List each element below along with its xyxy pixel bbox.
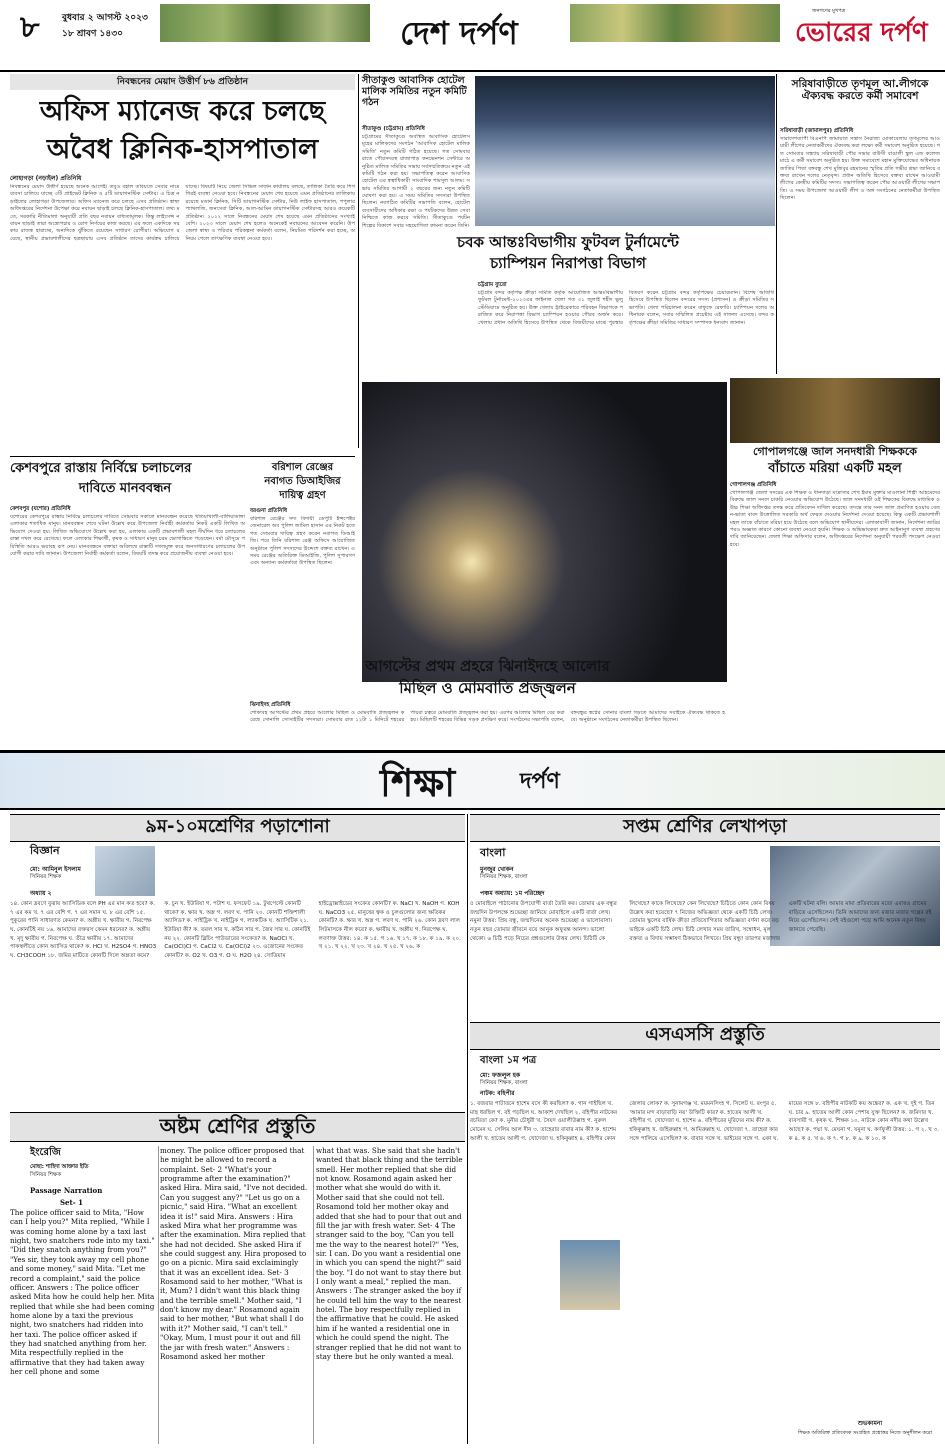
date-line-1: বুধবার ২ আগস্ট ২০২৩ [62, 13, 148, 23]
gopalganj-headline-1: গোপালগঞ্জে জাল সনদধারী শিক্ষককে [752, 445, 917, 458]
landscape-photo-strip [160, 4, 370, 42]
class7-teacher: মুনজুর খোকন [480, 866, 514, 873]
jhenaidah-headline-1: আগস্টের প্রথম প্রহরে ঝিনাইদহে আলোর [365, 657, 610, 675]
clinic-body: নিবন্ধনের মেয়াদ উত্তীর্ণ হয়েছে অনেক আগেই। তবুও বহাল তবিয়তে সেবার নামে ব্যবসা চালিয়ে যাচ্ছে ৩টি প্রাইভেট ক্লিনিক ও ৫টি ডায়াগনস্টিক সেন্টার। এ চিত্র নড়াইলের লোহাগড়া উপজেলার। অফিস ম্যানেজ করে চলছে এসব প্রতিষ্ঠান। স্বাস্থ্য অধিদপ্তরের নির্দেশনা উপেক্ষা করে নবায়ন ছাড়াই চলছে ক্লিনিক-হাসপাতাল। তথ্য মতে, সরকারি নীতিমালা অনুযায়ী প্রতি বছর নবায়ন বাধ্যতামূলক। কিন্তু লাইসেন্স নবায়ন ছাড়াই তারা অস্ত্রোপচার ও রোগ নির্ণয়ের কাজ করছে। এর ফলে একদিকে সরকার রাজস্ব হারাচ্ছে, অন্যদিকে ঝুঁকিতে রয়েছেন সাধারণ রোগীরা। অভিযোগ রয়েছে, স্থানীয় প্রভাবশালীদের ছত্রছায়ায় এসব প্রতিষ্ঠান তাদের কার্যক্রম চালিয়ে যাচ্ছে। বিষয়টি নিয়ে জেলা সিভিল সার্জন কার্যালয় বলছে, তালিকা তৈরি করে শিগগিরই ব্যবস্থা নেওয়া হবে। নিবন্ধনের মেয়াদ শেষ হয়েছে এমন প্রতিষ্ঠানের তালিকায় রয়েছে মডার্ন ক্লিনিক, সিটি ডায়াগনস্টিক সেন্টার, নিউ লাইফ হাসপাতাল, পপুলার প্যাথলজি, জনসেবা ক্লিনিক, আল-আমিন ডায়াগনস্টিক সেন্টারসহ আরও কয়েকটি প্রতিষ্ঠান। ২০২২ সালে নিবন্ধনের মেয়াদ শেষ হয়েছে এমন প্রতিষ্ঠানের সংখ্যাই বেশি। ২০২৩ সালে মেয়াদ শেষ হলেও অনেকেই নবায়নের আবেদন করেনি। উপজেলা স্বাস্থ্য ও পরিবার পরিকল্পনা কর্মকর্তা বলেন, নিয়মিত পরিদর্শন করা হচ্ছে, অনিয়ম পেলে তাৎক্ষণিক ব্যবস্থা নেওয়া হবে। [10, 184, 355, 242]
education-banner [0, 750, 945, 810]
clinic-kicker: নিবন্ধনের মেয়াদ উত্তীর্ণ ৮৬ প্রতিষ্ঠান [117, 77, 248, 87]
awami-headline: সরিষাবাড়ীতে তৃণমূল আ.লীগকে ঐক্যবদ্ধ করতে কর্মী সমাবেশ [791, 78, 929, 103]
barishal-headline-3: দায়িত্ব গ্রহণ [279, 490, 326, 501]
class7-body: ৫ মোবাইলে পাঠানোর উপযোগী বার্তা তৈরি কর। তোমার এক বন্ধুর জন্মদিন উপলক্ষে শুভেচ্ছা জানিয়ে মোবাইলে একটি বার্তা লেখ। নমুনা উত্তর: প্রিয় বন্ধু, জন্মদিনের অনেক শুভেচ্ছা ও ভালোবাসা। নতুন বছর তোমার জীবনে বয়ে আনুক অফুরন্ত আনন্দ। ভালো থেকো। ৬ চিঠি পড়ে নিচের প্রশ্নগুলোর উত্তর লেখ। চিঠিটি কে লিখেছে? কাকে লিখেছে? কেন লিখেছে? চিঠিতে কোন কোন বিষয় উল্লেখ করা হয়েছে? ৭ নিজের অভিজ্ঞতা থেকে একটি চিঠি লেখ। তোমার স্কুলের বার্ষিক ক্রীড়া প্রতিযোগিতার অভিজ্ঞতা বর্ণনা করে বড় ভাইকে একটি চিঠি লেখ। চিঠি লেখার সময় তারিখ, সম্বোধন, মূল বক্তব্য ও বিদায় সম্ভাষণ ঠিকভাবে লিখবে। প্রিয় বন্ধু! তারপর মজাদার একটি ঘটনা বলি। আমার মামা প্রতিবারের মতো এবারও গ্রামের বাড়িতে এসেছিলেন। তিনি আমাদের জন্য মজার মজার গল্পের বই নিয়ে এসেছিলেন। সেই বইগুলো পড়ে আমি অনেক নতুন বিষয় জানতে পেরেছি। [470, 901, 932, 942]
class7-teacher-role: সিনিয়র শিক্ষক, বাংলা [480, 874, 528, 880]
awami-byline: সরিষাবাড়ী (জামালপুর) প্রতিনিধি [780, 128, 854, 134]
paper-name: ভোরের দর্পণ [795, 18, 928, 48]
class910-subject: বিজ্ঞান [30, 844, 60, 857]
hotel-body: চট্টগ্রামের সীতাকুণ্ডে অবস্থিত আবাসিক হোটেলসমূহের মালিকদের সংগঠন 'আবাসিক হোটেল মালিক সমিতি' নতুন কমিটি গঠিত হয়েছে। গত সোমবার রাতে পৌরসদরস্থ রাজাপাড় কনভেনশন সেন্টারে অনুষ্ঠিত মালিক সমিতির সভায় সর্বসম্মতিক্রমে নতুন এই কমিটি গঠন করা হয়। সভাপতিত্ব করেন আবাসিক হোটেল এর স্বত্বাধিকারী সাংবাদিক শামসুল আলম। সভায় সমিতির আগামী ২ বছরের জন্য নতুন কমিটি ঘোষণা করা হয়। এ সময় সমিতির সদস্যরা উপস্থিত ছিলেন। নবগঠিত কমিটির সভাপতি বলেন, হোটেল ব্যবসায়ীদের অধিকার রক্ষা ও পর্যটকদের উন্নত সেবা নিশ্চিতে কাজ করবে সমিতি। সীতাকুণ্ডে পর্যটন শিল্পের বিকাশে সবার সহযোগিতা কামনা করেন তিনি। [362, 134, 470, 229]
jhenaidah-byline: ঝিনাইদহ প্রতিনিধি [250, 702, 291, 708]
class8-col2: money. The police officer proposed that he might be allowed to record a complaint. Set- 2 "What's your programme after the examination?" asked Hira. Mira said, "I've not decided. Can you suggest any?" "Let us go on a picnic," said Hira. "What an excellent idea it is!" said Mira. Answers : Hira asked Mira what her programme was after the examination. Mira replied that she had not decided. She asked Hira if she could suggest any. Hira proposed to go on a picnic. Mira said exclaimingly that it was an excellent idea. Set- 3 Rosamond said to her mother, "What is it, Mum? I didn't want this black thing and the terrible smell." Mother said, "I don't know my dear." Rosamond again said to her mother, "But what shall I do with it?" Mother said, "I can't tell." "Okay, Mum, I must pour it out and fill the jar with fresh water." Answers : Rosamond asked her mother [160, 1146, 308, 1361]
ssc-questions: ১. বজরার পাটাতনে হাশেম বসে কী করছিল? ক. গান গাইছিল খ. মাছ ধরছিল গ. বই পড়ছিল ঘ. আকাশ দেখছিল ২. বহিপীর নাটকের রচয়িতা কে? ক. মুনীর চৌধুরী খ. সৈয়দ ওয়ালীউল্লাহ গ. নুরুল মোমেন ঘ. সেলিম আল দীন ৩. তাহেরার বাবার নাম কী? ক. হাশেম আলী খ. হাতেম আলী গ. খোদেজা ঘ. হকিকুল্লাহ ৪. বহিপীর কোন জেলার লোক? ক. সুনামগঞ্জ খ. ময়মনসিংহ গ. সিলেট ঘ. রংপুর ৫. 'আমার মন্দ বাড়াবাড়ি নয়' উক্তিটি কার? ক. হাতেম আলী খ. বহিপীর গ. খোদেজা ঘ. হাশেম ৬. বহিপীরের মুরিদের নাম কী? ক. হকিকুল্লাহ খ. জহিরুল্লাহ গ. আমিরুল্লাহ ঘ. খোদেজা ৭. তাহেরা কার সঙ্গে পালিয়ে এসেছিল? ক. বাবার সঙ্গে খ. ভাইয়ের সঙ্গে গ. একা ঘ. মায়ের সঙ্গে ৮. বহিপীর নাটকটি কয় অঙ্কের? ক. এক খ. দুই গ. তিন ঘ. চার ৯. হাতেম আলী কোন পেশায় যুক্ত ছিলেন? ক. জমিদার খ. ব্যবসায়ী গ. কৃষক ঘ. শিক্ষক ১০. নাটকে কোন নদীর কথা উল্লেখ আছে? ক. পদ্মা খ. মেঘনা গ. যমুনা ঘ. কর্ণফুলী উত্তর: ১. গ ২. খ ৩. ক ৪. ক ৫. খ ৬. ক ৭. গ ৮. ক ৯. ক ১০. ক [470, 1101, 939, 1142]
class8-chapter: Passage Narration [30, 1186, 103, 1195]
keshabpur-headline-1: কেশবপুরে রাস্তায় নির্বিঘ্নে চলাচলের [10, 461, 192, 476]
class910-title: ৯ম-১০মশ্রেণির পড়াশোনা [10, 814, 465, 842]
class7-title: সপ্তম শ্রেণির লেখাপড়া [470, 814, 940, 842]
date-line-2: ১৮ শ্রাবণ ১৪৩০ [62, 29, 123, 39]
jhenaidah-body: শোকাবহ আগস্টের প্রথম প্রহরে আলোর মিছিল ও মোমবাতি প্রজ্জ্বলন করেছে সোনালি সোসাইটির সদস্যরা। সোমবার রাত ১২টা ১ মিনিটে শহরের পায়রা চত্বরে মোমবাতি প্রজ্জ্বলন করা হয়। এরপর আলোর মিছিল বের করা হয়। মিছিলটি শহরের বিভিন্ন সড়ক প্রদক্ষিণ করে। সংগঠনের সভাপতি বলেন, বঙ্গবন্ধুর স্বপ্নের সোনার বাংলা গড়তে আমাদের সবাইকে ঐক্যবদ্ধ থাকতে হবে। অনুষ্ঠানে সংগঠনের নেতাকর্মীরা উপস্থিত ছিলেন। [250, 710, 725, 724]
barishal-body: বরিশাল রেঞ্জের সদ্য বিদায়ী ডেপুটি ইন্সপেক্টর জেনারেল অব পুলিশ জামিল হাসান এর নিকট হতে গত সোমবার দায়িত্ব গ্রহণ করেন নবাগত ডিআইজি। পরে তিনি বরিশাল রেঞ্জ অফিসে আয়োজিত অনুষ্ঠানে পুলিশ সদস্যদের উদ্দেশে বক্তব্য রাখেন। এ সময় রেঞ্জের অতিরিক্ত ডিআইজি, পুলিশ সুপারগণ এবং অন্যান্য কর্মকর্তারা উপস্থিত ছিলেন। [250, 516, 355, 567]
gopalganj-headline-2: বাঁচাতে মরিয়া একটি মহল [768, 461, 902, 476]
page-number: ৮ [20, 10, 40, 45]
gopalganj-byline: গোপালগঞ্জ প্রতিনিধি [730, 482, 777, 488]
masthead [0, 0, 945, 72]
jhenaidah-headline-2: মিছিল ও মোমবাতি প্রজ্জ্বলন [399, 679, 576, 697]
keshabpur-headline-2: দাবিতে মানববন্ধন [78, 481, 172, 496]
class910-teacher: মো: আমিনুল ইসলাম [30, 866, 81, 873]
class910-questions: ১৪. কোন দ্রবণে বুঝায় অ্যাসিডিক বলে PH এর মান কত হবে? ক. ৭ এর কম খ. ৭ এর বেশি গ. ৭ এর সমান ঘ. ৮ এর বেশি ১৫. পুকুরের পানি সাধারণত কেমন? ক. অম্লীয় খ. ক্ষারীয় গ. নিরপেক্ষ ঘ. কোনটিই নয় ১৬. আমাদের রক্তরস কেমন ধরনের? ক. অম্লীয় খ. মৃদু ক্ষারীয় গ. নিরপেক্ষ ঘ. তীব্র ক্ষারীয় ১৭. আমাদের পাকস্থলীতে কোন অ্যাসিড থাকে? ক. HCl খ. H2SO4 গ. HNO3 ঘ. CH3COOH ১৮. জমির মাটিতে কোনটি দিলে অম্লতা কমে? ক. চুন খ. ইউরিয়া গ. পটাশ ঘ. ফসফেট ১৯. টুথপেস্টে কোনটি থাকে? ক. ক্ষার খ. অম্ল গ. লবণ ঘ. পানি ২০. কোনটি শক্তিশালী অ্যাসিড? ক. সাইট্রিক খ. নাইট্রিক গ. ল্যাকটিক ঘ. অ্যাসিটিক ২১. ইউরিয়া কী? ক. তরল সার খ. কঠিন সার গ. জৈব সার ঘ. কোনটিই নয় ২২. কোনটি ব্লিচিং পাউডারের সংকেত? ক. NaOCl খ. Ca(OCl)Cl গ. CaCl2 ঘ. Ca(OCl)2 ২৩. ওজোনের সংকেত কোনটি? ক. O2 খ. O3 গ. O ঘ. H2O ২৪. সোডিয়াম হাইড্রোক্সাইডের সংকেত কোনটি? ক. NaCl খ. NaOH গ. KOH ঘ. NaCO3 ২৫. মানুষের ত্বক ও চুলগুলোর জন্য ক্ষতিকর কোনটি? ক. ক্ষার খ. অম্ল গ. লবণ ঘ. পানি ২৬. কোন দ্রবণ লাল লিটমাসকে নীল করে? ক. ক্ষারীয় খ. অম্লীয় গ. নিরপেক্ষ ঘ. লবণাক্ত উত্তর: ১৪. ক ১৫. গ ১৬. খ ১৭. ক ১৮. ক ১৯. ক ২০. খ ২১. খ ২২. খ ২৩. খ ২৪. খ ২৫. খ ২৬. ক [10, 901, 461, 959]
divider [158, 1146, 159, 1444]
class8-col1: The police officer said to Mita, "How can I help you?" Mita replied, "While I was coming home alone by a taxi last night, two snatchers rode into my taxi." "Did they snatch anything from you?" "Yes sir, they took away my cell phone and some money," said Mita. "Let me record a complaint," said the police officer. Answers : The police officer asked Mita how he could help her. Mita replied that while she had been coming home alone by a taxi the previous night, two snatchers had ridden into her taxi. The police officer asked if they had snatched anything from her. Mita respectfully replied in the affirmative that they had taken away her cell phone and some [10, 1208, 155, 1377]
ssc-chapter: নাটক: বহিপীর [480, 1090, 515, 1097]
banner-subtitle: দর্পণ [520, 769, 560, 794]
ssc-subject: বাংলা ১ম পত্র [480, 1055, 537, 1066]
football-team-photo [475, 76, 775, 226]
ssc-footer-1: শুভকামনা [857, 1420, 883, 1427]
gopalganj-photo [730, 378, 940, 443]
clinic-headline-2: অবৈধ ক্লিনিক-হাসপাতাল [46, 134, 319, 165]
clinic-kicker-bar [10, 74, 355, 90]
hotel-headline: সীতাকুণ্ড আবাসিক হোটেল মালিক সমিতির নতুন কমিটি গঠন [362, 75, 467, 108]
ssc-footer-2: শিক্ষক অতিরিক্ত প্রতিবেদক সংগ্রহিত প্রশ্নোত্তর নিজে অনুশীলন করো [797, 1430, 933, 1436]
class7-chapter: পঞ্চম অধ্যায়: ১ম পরিচ্ছেদ [480, 890, 545, 897]
clinic-headline-1: অফিস ম্যানেজ করে চলছে [39, 96, 326, 127]
class8-set1: Set- 1 [60, 1198, 83, 1207]
class8-teacher-role: সিনিয়র শিক্ষক [30, 1172, 62, 1178]
football-byline: চট্টগ্রাম ব্যুরো [478, 282, 507, 288]
divider [358, 74, 359, 448]
class910-illustration [95, 846, 155, 896]
banner-title: শিক্ষা [380, 760, 456, 805]
barishal-byline: বরগুনা প্রতিনিধি [250, 508, 288, 514]
paper-tagline: জনগণের মুখপত্র [812, 8, 846, 14]
section-title: দেশ দর্পণ [400, 14, 518, 52]
class8-title: অষ্টম শ্রেণির প্রস্তুতি [10, 1112, 465, 1142]
class8-subject: ইংরেজি [30, 1147, 61, 1158]
football-body: চট্টগ্রাম বন্দর কর্তৃপক্ষ ক্রীড়া সমিতি কর্তৃক আয়োজিত আন্তঃবিভাগীয় ফুটবল টুর্নামেন্ট-২০২৩এর ফাইনাল খেলা গত ৩১ জুলাই শহীদ ভুলু স্টেডিয়ামে অনুষ্ঠিত হয়। উক্ত খেলায় ট্রাইব্রেকারে পরিবহন বিভাগকে পরাজিত করে নিরাপত্তা বিভাগ চ্যাম্পিয়ন হওয়ার গৌরব অর্জন করে। খেলায় প্রধান অতিথি হিসেবে উপস্থিত থেকে বিজয়ীদের মাঝে পুরস্কার বিতরণ করেন চট্টগ্রাম বন্দর কর্তৃপক্ষের চেয়ারম্যান। বিশেষ অতিথি হিসেবে উপস্থিত ছিলেন বন্দরের সদস্য (প্রশাসন) ও ক্রীড়া সমিতির সভাপতি। খেলা পরিচালনা করেন বাফুফে রেফারি। চ্যাম্পিয়ন দলের অধিনায়ক বলেন, সবার সম্মিলিত প্রচেষ্টায় এই সাফল্য এসেছে। বন্দর কর্তৃপক্ষের ক্রীড়া সমিতির সাধারণ সম্পাদক ধন্যবাদ জানান। [478, 290, 774, 326]
keshabpur-body: যশোরের কেশবপুরে রাস্তায় নির্বিঘ্নে চলাচলের দাবিতে সোমবার সকালে মানববন্ধন করেছে খতিয়াখালী-বালিয়াডাঙ্গা এলাকার শতাধিক মানুষ। মানববন্ধন শেষে ঘটনা উল্লেখ করে উপজেলা নির্বাহী কর্মকর্তার নিকট একটি লিখিত অভিযোগ দেওয়া হয়। লিখিত অভিযোগে উল্লেখ করা হয়, এলাকার একটি প্রভাবশালী মহল দীর্ঘদিন ধরে চলাচলের রাস্তা দখল করে রেখেছে। ফলে এলাকার শিক্ষার্থী, কৃষক ও সাধারণ মানুষ চরম ভোগান্তিতে পড়েছেন। বর্ষা মৌসুমে পরিস্থিতি আরও ভয়াবহ রূপ নেয়। মানববন্ধনে বক্তারা অবিলম্বে রাস্তাটি দখলমুক্ত করে জনসাধারণের চলাচলের উপযোগী করার দাবি জানান। উপজেলা নির্বাহী কর্মকর্তা বলেন, বিষয়টি তদন্ত করে প্রয়োজনীয় ব্যবস্থা নেওয়া হবে। [10, 514, 245, 557]
barishal-headline-2: নবাগত ডিআইজির [264, 476, 341, 487]
class8-teacher: মোছা: শাহিদা আক্তার ইতি [30, 1164, 89, 1170]
football-headline-1: চবক আন্তঃবিভাগীয় ফুটবল টুর্নামেন্টে [457, 233, 679, 251]
hotel-byline: সীতাকুণ্ড (চট্টগ্রাম) প্রতিনিধি [362, 126, 425, 132]
football-headline-2: চ্যাম্পিয়ন নিরাপত্তা বিভাগ [490, 254, 646, 272]
keshabpur-byline: কেশবপুর (যশোর) প্রতিনিধি [10, 506, 71, 512]
class7-subject: বাংলা [480, 846, 506, 859]
divider [10, 456, 355, 457]
candle-light-photo [362, 382, 727, 682]
clinic-byline: লোহাগড়া (নড়াইল) প্রতিনিধি [10, 175, 82, 182]
ssc-title: এসএসসি প্রস্তুতি [470, 1022, 940, 1050]
ssc-teacher-role: সিনিয়র শিক্ষক, বাংলা [480, 1080, 528, 1086]
divider [467, 814, 468, 1444]
class910-chapter: অধ্যায় ২ [30, 890, 52, 897]
divider [313, 1146, 314, 1444]
awami-body: সারাদেশব্যাপী বিএনপি জামায়াত সন্ত্রাস নৈরাজ্য মোকাবেলায় তৃণমূলের আওয়ামী লীগের নেতাকর্মীদের ঐক্যবদ্ধ করা লক্ষ্যে কর্মী সমাবেশ অনুষ্ঠিত হয়েছে। গত সোমবার সন্ধ্যায় সরিষাবাড়ী পৌর সভার বাউসী বাঙালী স্কুল এন্ড কলেজ মাঠে এ কর্মী সমাবেশ অনুষ্ঠিত হয়। উক্ত সমাবেশে মহান মুক্তিযোদ্ধের অধিনায়ক জাতির পিতা বঙ্গবন্ধু শেখ মুজিবুর রহমানের স্মৃতির প্রতি গভীর শ্রদ্ধা জানিয়ে বক্তব্য রাখেন দলের নেতৃবৃন্দ। প্রধান অতিথি হিসেবে বক্তব্য রাখেন আওয়ামী লীগের কেন্দ্রীয় কমিটির সদস্য। সভাপতিত্ব করেন পৌর আওয়ামী লীগের সভাপতি। এ সময় উপজেলা আওয়ামী লীগ ও অঙ্গ সংগঠনের নেতাকর্মীরা উপস্থিত ছিলেন। [780, 136, 940, 201]
field-photo-strip [570, 4, 780, 42]
class8-col3: what that was. She said that she hadn't wanted that black thing and the terrible smell. Her mother replied that she did not know. Rosamond again asked her mother what she would do with it. Mother said that she could not tell. Rosamond told her mother okay and added that she had to pour that out and fill the jar with fresh water. Set- 4 The stranger said to the boy, "Can you tell me the way to the nearest hotel?" "Yes, sir. I can. Do you want a residential one in which you can spend the night?" said the boy. "I do not want to stay there but I only want a meal," replied the man. Answers : The stranger asked the boy if he could tell him the way to the nearest hotel. The boy respectfully replied in the affirmative that he could. He asked him if he wanted a residential one in which he could spend the night. The stranger replied that he did not want to stay there but he only wanted a meal. [316, 1146, 463, 1361]
barishal-headline-1: বরিশাল রেঞ্জের [271, 462, 334, 473]
divider [776, 74, 777, 374]
class910-teacher-role: সিনিয়র শিক্ষক [30, 874, 62, 880]
ssc-teacher: মো: ফজলুল হক [480, 1072, 521, 1079]
gopalganj-body: গোপালগঞ্জ জেলা সদরের এক শিক্ষক ও ধানদাড়া মাদ্রাসার শেখ ইমাম মুক্তার মাওলানা শিল্পী আহমেদের বিরুদ্ধে জাল সনদে চাকরি নেওয়ার অভিযোগ উঠেছে। জাল সনদধারী ওই শিক্ষকের বিরুদ্ধে মাধ্যমিক ও উচ্চ শিক্ষা অধিদপ্তর তদন্ত করে প্রতিবেদন দাখিল করেছে। তদন্তে তার সনদ জাল প্রমাণিত হওয়ায় বেতন-ভাতা বাবদ উত্তোলিত সরকারি অর্থ ফেরত দেওয়ার নির্দেশনা দেওয়া হয়েছে। কিন্তু একটি প্রভাবশালী মহল তাকে বাঁচাতে মরিয়া হয়ে উঠেছে বলে অভিযোগ স্থানীয়দের। এলাকাবাসী জানান, নির্দেশনা জারির পরও অজ্ঞাত কারণে কোনো ব্যবস্থা নেওয়া হয়নি। শিক্ষক ও অভিভাবকরা দ্রুত আইনানুগ ব্যবস্থা গ্রহণের দাবি জানিয়েছেন। জেলা শিক্ষা অফিসার বলেন, অধিদপ্তরের নির্দেশনা অনুযায়ী পরবর্তী পদক্ষেপ নেওয়া হবে। [730, 490, 940, 548]
